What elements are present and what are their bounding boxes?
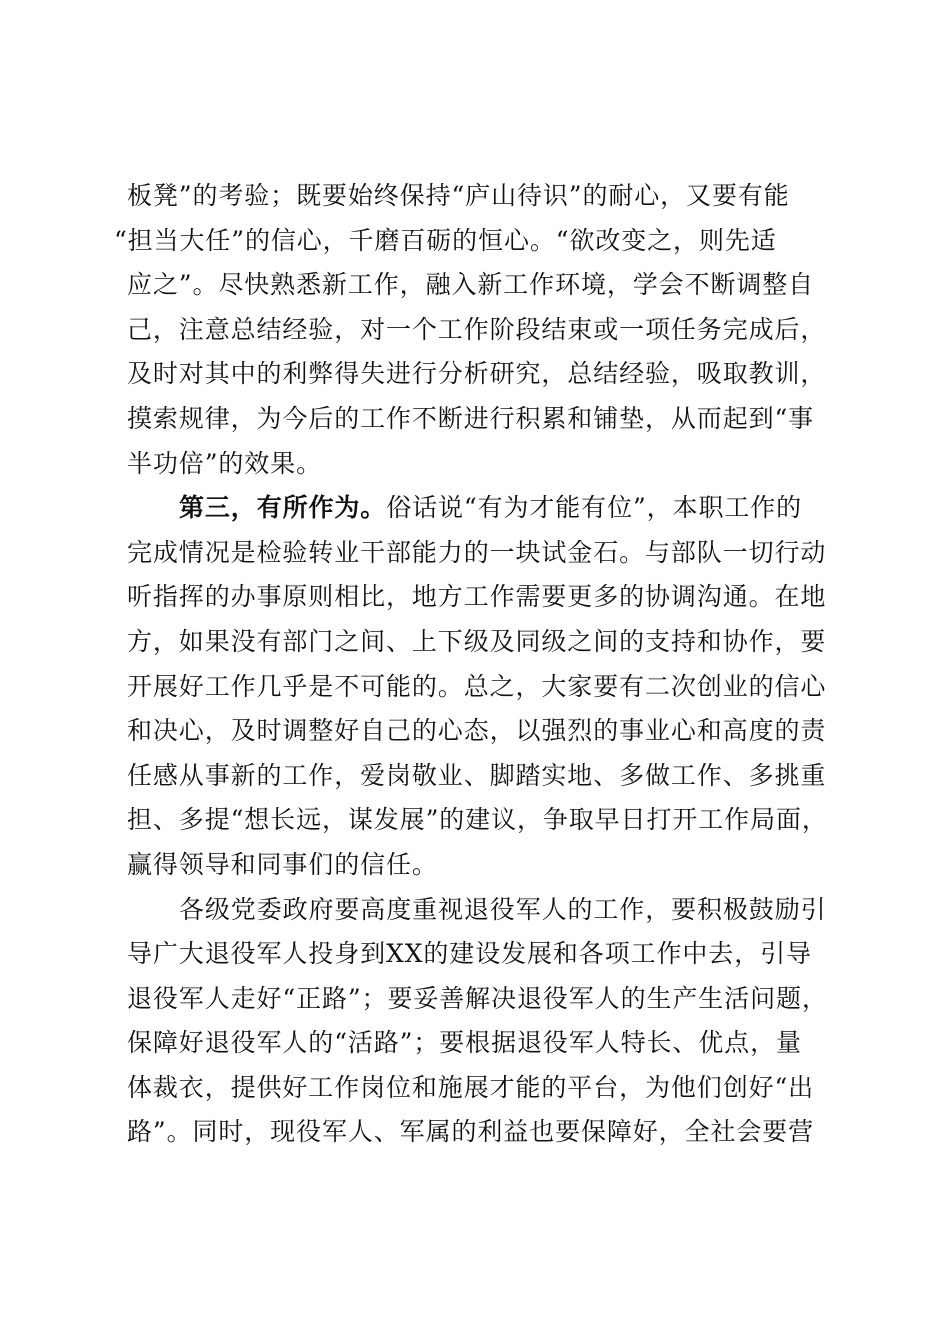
text-line: 体裁衣，提供好工作岗位和施展才能的平台，为他们创好“出 — [127, 1072, 815, 1102]
paragraph-2 — [127, 486, 827, 887]
text-line: 导广大退役军人投身到XX的建设发展和各项工作中去，引导 — [127, 939, 812, 969]
text-line: 及时对其中的利弊得失进行分析研究，总结经验，吸取教训， — [127, 359, 827, 389]
text-line: 方，如果没有部门之间、上下级及同级之间的支持和协作，要 — [127, 626, 827, 656]
text-line: 完成情况是检验转业干部能力的一块试金石。与部队一切行动 — [127, 537, 827, 567]
text-line: “担当大任”的信心，千磨百砺的恒心。“欲改变之，则先适 — [114, 225, 777, 255]
paragraph-3 — [127, 888, 827, 1156]
text-line: 赢得领导和同事们的信任。 — [127, 849, 438, 879]
text-line: 退役军人走好“正路”；要妥善解决退役军人的生产生活问题， — [127, 983, 828, 1013]
paragraph-first-line — [127, 486, 827, 531]
text-line: 担、多提“想长远，谋发展”的建议，争取早日打开工作局面， — [127, 805, 828, 835]
text-line: 保障好退役军人的“活路”；要根据退役军人特长、优点，量 — [127, 1028, 802, 1058]
text-line: 板凳”的考验；既要始终保持“庐山待识”的耐心，又要有能 — [127, 181, 790, 210]
text-line: 开展好工作几乎是不可能的。总之，大家要有二次创业的信心 — [127, 671, 827, 701]
text-line: 听指挥的办事原则相比，地方工作需要更多的协调沟通。在地 — [127, 582, 827, 612]
paragraph-first-line: 各级党委政府要高度重视退役军人的工作，要积极鼓励引 — [179, 894, 827, 924]
section-heading: 第三，有所作为。 — [179, 493, 387, 523]
text-line: 和决心，及时调整好自己的心态，以强烈的事业心和高度的责 — [127, 716, 827, 746]
text-run: 俗话说“有为才能有位”，本职工作的 — [386, 493, 803, 523]
document-body — [114, 174, 828, 1155]
text-line: 应之”。尽快熟悉新工作，融入新工作环境，学会不断调整自 — [127, 270, 815, 300]
text-line: 路”。同时，现役军人、军属的利益也要保障好，全社会要营 — [127, 1117, 815, 1147]
text-line: 半功倍”的效果。 — [127, 448, 322, 478]
text-line: 己，注意总结经验，对一个工作阶段结束或一项任务完成后， — [127, 314, 827, 344]
text-line: 摸索规律，为今后的工作不断进行积累和铺垫，从而起到“事 — [127, 403, 815, 433]
text-line: 任感从事新的工作，爱岗敬业、脚踏实地、多做工作、多挑重 — [127, 760, 827, 790]
paragraph-1 — [114, 174, 827, 486]
